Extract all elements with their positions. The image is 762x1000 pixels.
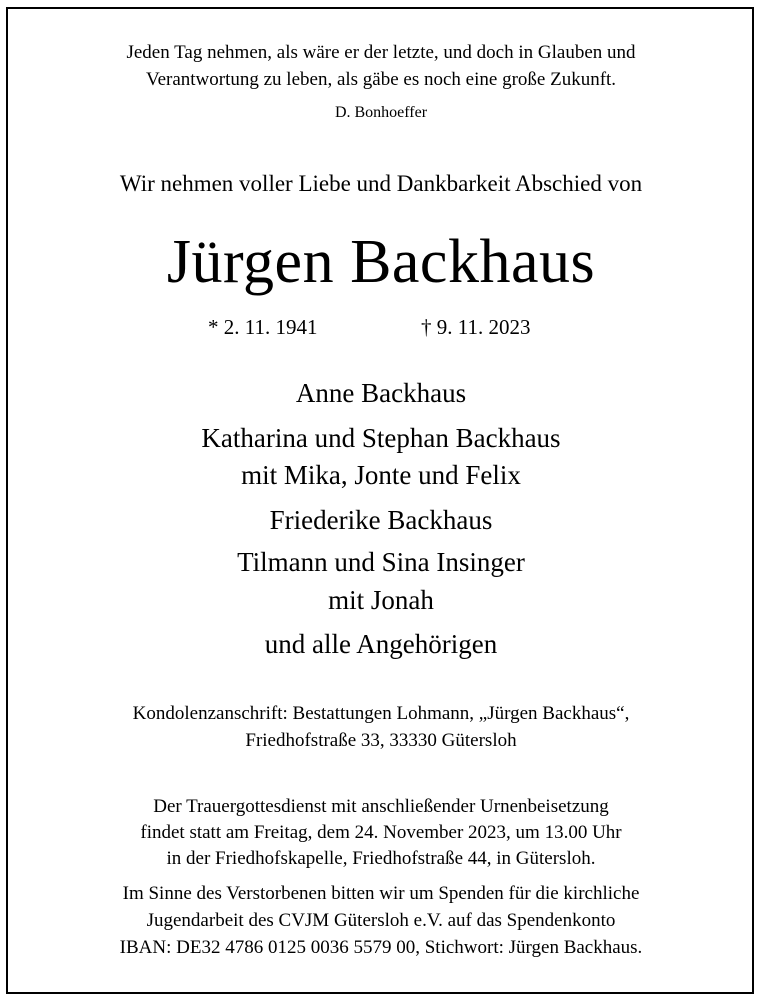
mourner-line: mit Mika, Jonte und Felix [241, 460, 521, 490]
mourner-line: Katharina und Stephan Backhaus [201, 423, 561, 453]
birth-date: * 2. 11. 1941 [208, 315, 318, 339]
service-line-1: Der Trauergottesdienst mit anschließender Urnenbeisetzung [153, 796, 609, 817]
intro-text: Wir nehmen voller Liebe und Dankbarkeit Abschied von [119, 171, 643, 196]
service-line-3: in der Friedhofskapelle, Friedhofstraße 44, in Gütersloh. [166, 848, 596, 869]
donation-line-1: Im Sinne des Verstorbenen bitten wir um Spenden für die kirchliche [122, 883, 640, 904]
quote-line-2: Verantwortung zu leben, als gäbe es noch eine große Zukunft. [145, 69, 617, 90]
deceased-name: Jürgen Backhaus [166, 228, 596, 296]
mourner-line: Anne Backhaus [295, 378, 467, 408]
death-date: † 9. 11. 2023 [421, 315, 531, 339]
mourner-line: und alle Angehörigen [264, 629, 498, 659]
mourner-line: Friederike Backhaus [269, 505, 493, 535]
quote-line-1: Jeden Tag nehmen, als wäre er der letzte, und doch in Glauben und [126, 42, 636, 63]
mourner-line: Tilmann und Sina Insinger [237, 547, 525, 577]
donation-line-2: Jugendarbeit des CVJM Gütersloh e.V. auf das Spendenkonto [146, 910, 616, 931]
mourner-line: mit Jonah [328, 585, 434, 615]
quote-author: D. Bonhoeffer [334, 104, 428, 121]
condolence-address-line-2: Friedhofstraße 33, 33330 Gütersloh [245, 730, 517, 751]
donation-line-3: IBAN: DE32 4786 0125 0036 5579 00, Stichwort: Jürgen Backhaus. [119, 937, 643, 958]
service-line-2: findet statt am Freitag, dem 24. November 2023, um 13.00 Uhr [140, 822, 622, 843]
condolence-address-line-1: Kondolenzanschrift: Bestattungen Lohmann, „Jürgen Backhaus“, [132, 703, 630, 724]
